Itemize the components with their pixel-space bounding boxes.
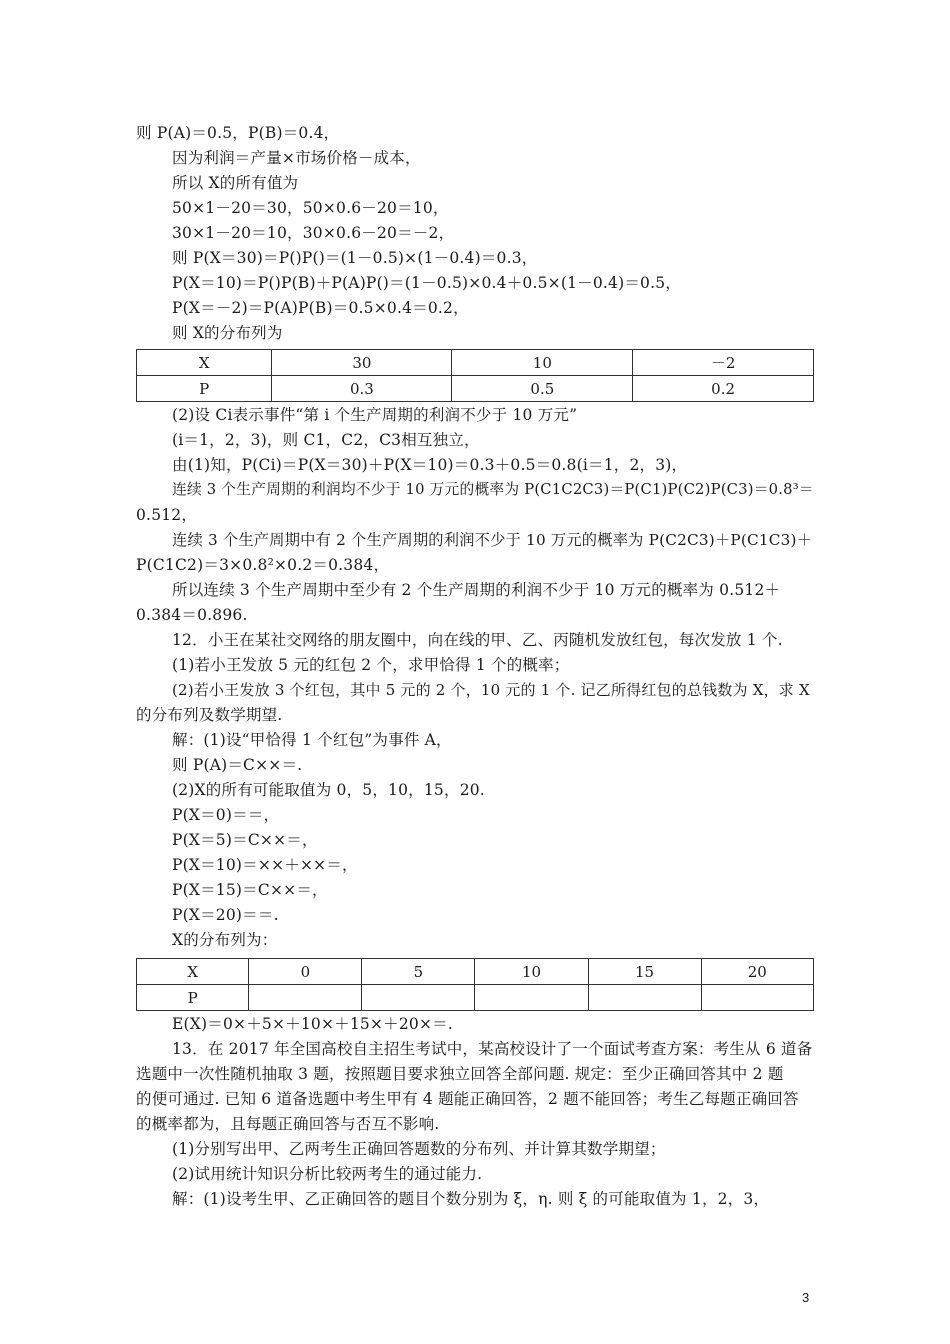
text-line: 由(1)知，P(Ci)＝P(X＝30)＋P(X＝10)＝0.3＋0.5＝0.8(i＝1，2，3)， bbox=[172, 456, 688, 474]
text-line: 12．小王在某社交网络的朋友圈中，向在线的甲、乙、丙随机发放红包，每次发放 1 个. bbox=[172, 631, 783, 649]
text-line: 50×1－20＝30，50×0.6－20＝10， bbox=[172, 199, 449, 217]
text-line: 的便可通过. 已知 6 道备选题中考生甲有 4 题能正确回答，2 题不能回答；考生乙每题正确回答 bbox=[136, 1090, 799, 1108]
text-line: 所以 X的所有值为 bbox=[172, 174, 299, 192]
table-row bbox=[137, 959, 814, 985]
text-line: X的分布列为： bbox=[172, 931, 278, 949]
table-cell: 5 bbox=[362, 959, 475, 985]
text-line: P(X＝5)＝C××＝， bbox=[172, 831, 318, 849]
text-line: P(X＝15)＝C××＝， bbox=[172, 881, 328, 899]
table-cell bbox=[249, 985, 362, 1011]
table-cell: 20 bbox=[701, 959, 813, 985]
text-line: P(C1C2)＝3×0.8²×0.2＝0.384， bbox=[136, 556, 390, 574]
text-line: (2)试用统计知识分析比较两考生的通过能力. bbox=[172, 1165, 483, 1183]
text-line: E(X)＝0×＋5×＋10×＋15×＋20×＝. bbox=[172, 1015, 454, 1033]
table-row bbox=[137, 350, 814, 376]
text-line: 所以连续 3 个生产周期中至少有 2 个生产周期的利润不少于 10 万元的概率为 0.512＋ bbox=[172, 581, 781, 599]
table-cell bbox=[362, 985, 475, 1011]
table-cell: －2 bbox=[633, 350, 814, 376]
table-cell: P bbox=[137, 985, 249, 1011]
text-line: 连续 3 个生产周期中有 2 个生产周期的利润不少于 10 万元的概率为 P(C2C3)＋P(C1C3)＋ bbox=[172, 531, 813, 549]
table-cell: X bbox=[137, 350, 272, 376]
text-line: (2)若小王发放 3 个红包，其中 5 元的 2 个，10 元的 1 个. 记乙所得红包的总钱数为 X，求 X bbox=[172, 681, 810, 699]
text-line: 则 P(A)＝C××＝. bbox=[172, 756, 303, 774]
table-cell bbox=[588, 985, 701, 1011]
table-cell: 0.5 bbox=[452, 376, 633, 402]
table-cell bbox=[701, 985, 813, 1011]
text-line: 因为利润＝产量×市场价格－成本， bbox=[172, 149, 421, 167]
table-cell: 0.2 bbox=[633, 376, 814, 402]
text-line: (1)分别写出甲、乙两考生正确回答题数的分布列、并计算其数学期望； bbox=[172, 1140, 666, 1158]
text-line: 的概率都为，且每题正确回答与否互不影响. bbox=[136, 1115, 440, 1133]
text-line: 则 P(A)＝0.5，P(B)＝0.4， bbox=[136, 124, 340, 142]
text-line: (2)设 Ci表示事件“第 i 个生产周期的利润不少于 10 万元” bbox=[172, 406, 578, 424]
text-line: (2)X的所有可能取值为 0，5，10，15，20. bbox=[172, 781, 485, 799]
text-line: P(X＝20)＝＝. bbox=[172, 906, 279, 924]
table-row bbox=[137, 985, 814, 1011]
text-line: 解：(1)设“甲恰得 1 个红包”为事件 A， bbox=[172, 731, 452, 749]
table-cell: 0 bbox=[249, 959, 362, 985]
table-cell: 30 bbox=[272, 350, 452, 376]
table-cell: 10 bbox=[475, 959, 588, 985]
page-number: 3 bbox=[802, 1290, 810, 1305]
text-line: (1)若小王发放 5 元的红包 2 个，求甲恰得 1 个的概率； bbox=[172, 656, 570, 674]
text-line: P(X＝10)＝××＋××＝， bbox=[172, 856, 358, 874]
text-line: 30×1－20＝10，30×0.6－20＝－2， bbox=[172, 224, 455, 242]
text-line: P(X＝10)＝P()P(B)＋P(A)P()＝(1－0.5)×0.4＋0.5×(1－0.4)＝0.5， bbox=[172, 274, 681, 292]
text-line: 0.384＝0.896. bbox=[136, 606, 248, 624]
text-line: 0.512， bbox=[136, 506, 198, 524]
distribution-table-1 bbox=[136, 349, 814, 402]
text-line: 13．在 2017 年全国高校自主招生考试中，某高校设计了一个面试考查方案：考生从 6 道备 bbox=[172, 1040, 813, 1058]
text-line: (i＝1，2，3)，则 C1，C2，C3相互独立， bbox=[172, 431, 480, 449]
table-cell: 15 bbox=[588, 959, 701, 985]
text-line: 则 X的分布列为 bbox=[172, 324, 283, 342]
text-line: P(X＝0)＝＝， bbox=[172, 806, 280, 824]
text-line: 连续 3 个生产周期的利润均不少于 10 万元的概率为 P(C1C2C3)＝P(C1)P(C2)P(C3)＝0.8³＝ bbox=[172, 481, 814, 498]
table-cell: 10 bbox=[452, 350, 633, 376]
text-line: 则 P(X＝30)＝P()P()＝(1－0.5)×(1－0.4)＝0.3， bbox=[172, 249, 538, 267]
text-line: P(X＝－2)＝P(A)P(B)＝0.5×0.4＝0.2， bbox=[172, 299, 469, 317]
table-row bbox=[137, 376, 814, 402]
text-line: 选题中一次性随机抽取 3 题，按照题目要求独立回答全部问题. 规定：至少正确回答其中 2 题 bbox=[136, 1065, 784, 1083]
text-line: 的分布列及数学期望. bbox=[136, 706, 283, 724]
table-cell: 0.3 bbox=[272, 376, 452, 402]
table-cell: P bbox=[137, 376, 272, 402]
table-cell bbox=[475, 985, 588, 1011]
distribution-table-2 bbox=[136, 958, 814, 1011]
text-line: 解：(1)设考生甲、乙正确回答的题目个数分别为 ξ，η. 则 ξ 的可能取值为 1，2，3， bbox=[172, 1190, 770, 1208]
table-cell: X bbox=[137, 959, 249, 985]
